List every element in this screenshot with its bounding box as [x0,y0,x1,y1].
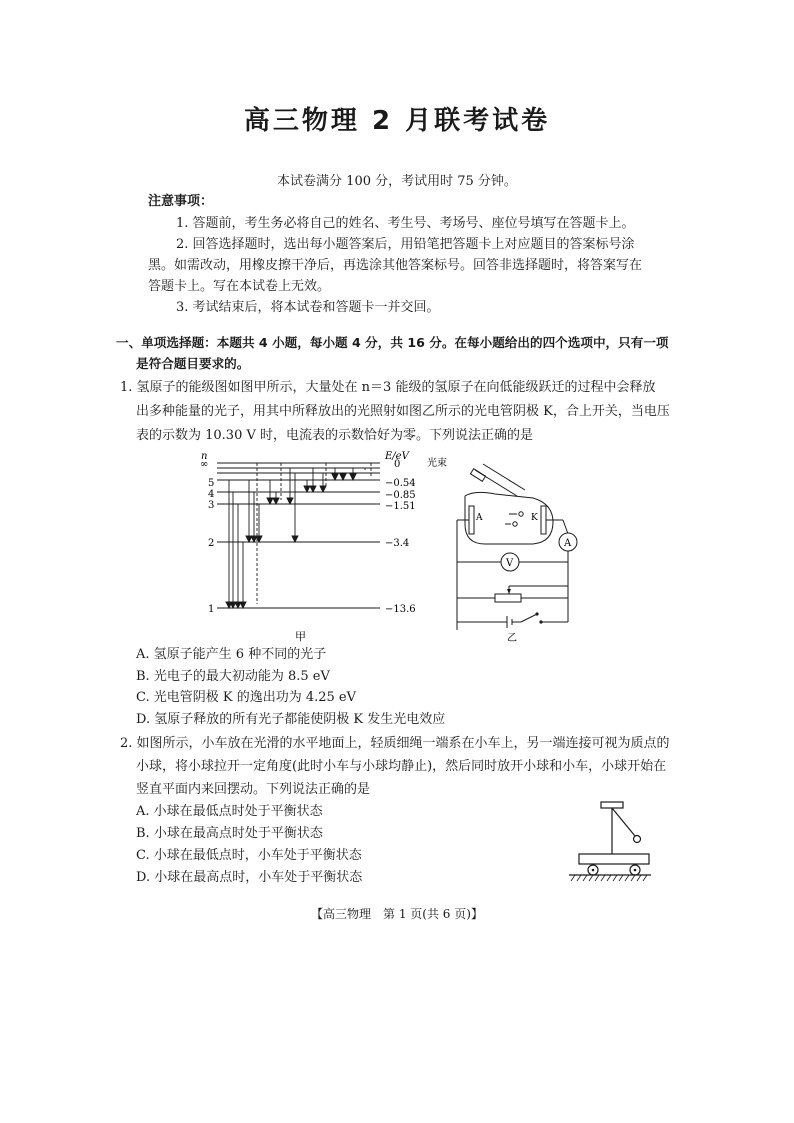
level-e-4: −0.85 [385,490,416,501]
level-n-4: 4 [208,489,215,500]
notice-line-4: 答题卡上。写在本试卷上无效。 [148,279,331,294]
level-n-2: 2 [208,538,215,549]
energy-level-diagram [195,446,425,646]
level-n-inf: ∞ [200,459,209,470]
q1-option-c: C. 光电管阴极 K 的逸出功为 4.25 eV [136,690,357,705]
n-axis-label: n [201,451,208,462]
level-e-3: −1.51 [385,501,416,512]
cathode-label: K [531,513,538,523]
q1-option-a: A. 氢原子能产生 6 种不同的光子 [136,647,327,662]
q2-stem-line1: 2. 如图所示，小车放在光滑的水平地面上，轻质细绳一端系在小车上，另一端连接可视为质点的 [120,736,670,751]
q2-option-a: A. 小球在最低点时处于平衡状态 [136,804,323,819]
cart-pendulum-diagram [565,798,655,886]
light-beam-label: 光束 [427,458,447,469]
q2-option-c: C. 小球在最低点时，小车处于平衡状态 [136,848,362,863]
q1-option-d: D. 氢原子释放的所有光子都能使阴极 K 发生光电效应 [136,712,446,727]
q2-option-d: D. 小球在最高点时，小车处于平衡状态 [136,870,363,885]
level-e-2: −3.4 [385,538,410,549]
notice-line-2: 2. 回答选择题时，选出每小题答案后，用铅笔把答题卡上对应题目的答案标号涂 [176,237,635,252]
q2-stem-line3: 竖直平面内来回摆动。下列说法正确的是 [136,782,371,797]
q1-option-b: B. 光电子的最大初动能为 8.5 eV [136,669,330,684]
anode-label: A [476,513,483,523]
level-n-5: 5 [208,478,215,489]
page-footer: 【高三物理 第 1 页(共 6 页)】 [311,907,483,921]
notice-line-5: 3. 考试结束后，将本试卷和答题卡一并交回。 [176,300,440,315]
figure-yi-caption: 乙 [507,633,517,644]
level-e-inf: 0 [394,459,401,470]
level-n-3: 3 [208,500,215,511]
level-e-5: −0.54 [385,478,416,489]
q1-stem-line2: 出多种能量的光子，用其中所释放出的光照射如图乙所示的光电管阴极 K，合上开关，当电压 [136,404,670,419]
section1-heading-line2: 是符合题目要求的。 [136,356,250,371]
level-e-1: −13.6 [385,604,416,615]
q1-stem-line3: 表的示数为 10.30 V 时，电流表的示数恰好为零。下列说法正确的是 [136,428,534,443]
q1-stem-line1: 1. 氢原子的能级图如图甲所示，大量处在 n＝3 能级的氢原子在向低能级跃迁的过程中会释放 [120,380,656,395]
level-n-1: 1 [208,604,215,615]
notice-line-3: 黑。如需改动，用橡皮擦干净后，再选涂其他答案标号。回答非选择题时，将答案写在 [148,258,643,273]
figure-jia-caption: 甲 [295,630,306,643]
energy-axis-label: E/eV [385,451,409,462]
voltmeter-label: V [506,558,514,569]
q2-stem-line2: 小球，将小球拉开一定角度(此时小车与小球均静止)，然后同时放开小球和小车，小球开始在 [136,759,667,774]
phototube-circuit-diagram [425,452,585,647]
notice-heading: 注意事项： [148,194,214,209]
q2-option-b: B. 小球在最高点时处于平衡状态 [136,826,323,841]
section1-heading-line1: 一、单项选择题：本题共 4 小题，每小题 4 分，共 16 分。在每小题给出的四个选项中，只有一项 [116,335,669,350]
notice-line-1: 1. 答题前，考生务必将自己的姓名、考生号、考场号、座位号填写在答题卡上。 [176,216,635,231]
ammeter-label: A [564,538,572,549]
exam-title: 高三物理 2 月联考试卷 [243,106,551,136]
exam-intro: 本试卷满分 100 分，考试用时 75 分钟。 [277,174,517,189]
